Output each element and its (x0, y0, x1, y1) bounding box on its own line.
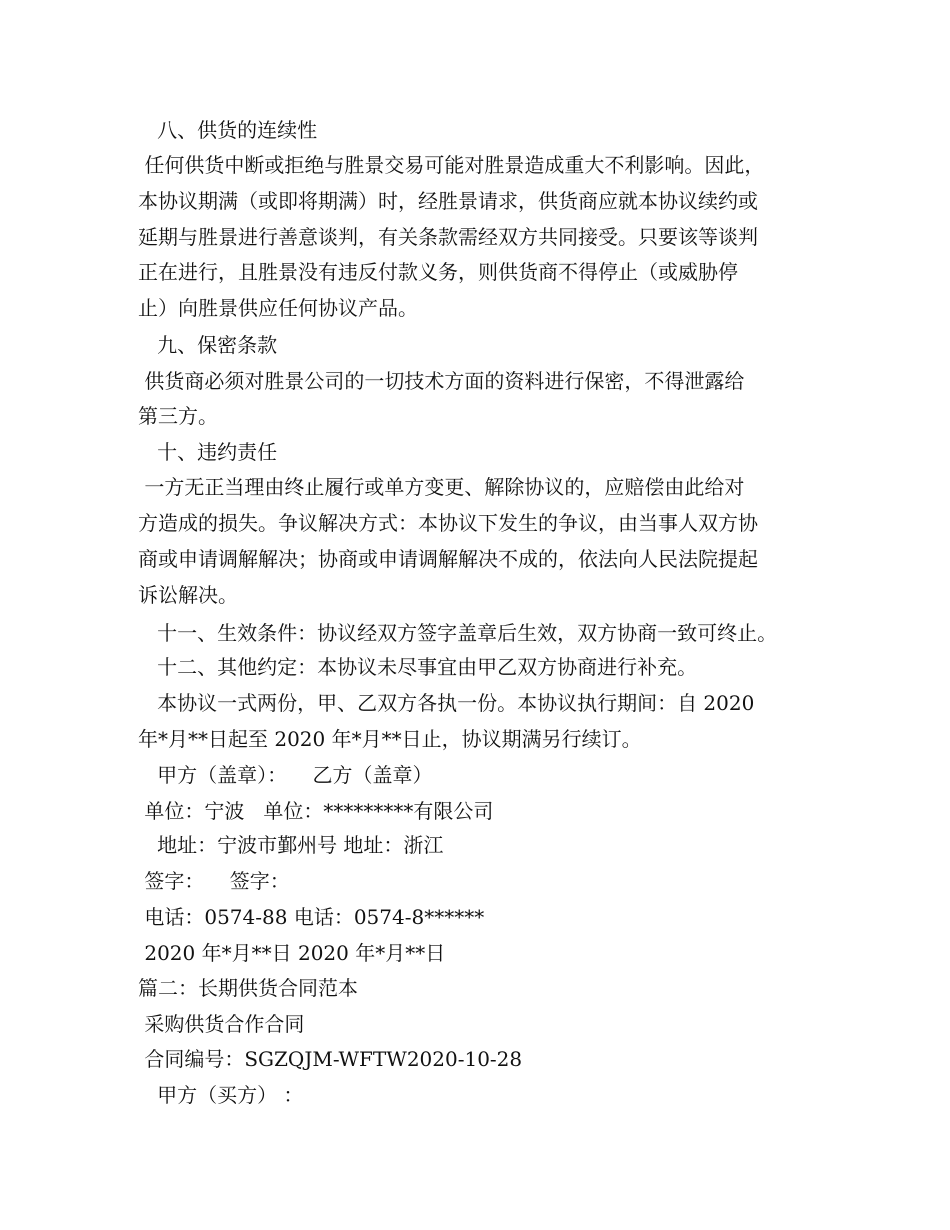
contract-title: 采购供货合作合同 (138, 1012, 305, 1036)
paragraph-line: 任何供货中断或拒绝与胜景交易可能对胜景造成重大不利影响。因此， (138, 153, 765, 177)
section-heading-10: 十、违约责任 (138, 440, 278, 464)
signature-sign-line: 签字： 签字： (138, 869, 290, 893)
part-two-heading: 篇二：长期供货合同范本 (138, 976, 358, 1000)
signature-unit-line: 单位：宁波 单位：*********有限公司 (138, 799, 494, 823)
paragraph-line: 诉讼解决。 (138, 583, 238, 607)
paragraph-line: 本协议一式两份，甲、乙双方各执一份。本协议执行期间：自 2020 (138, 691, 755, 715)
paragraph-line: 商或申请调解解决；协商或申请调解解决不成的，依法向人民法院提起 (138, 547, 758, 571)
section-line-12: 十二、其他约定：本协议未尽事宜由甲乙双方协商进行补充。 (138, 655, 698, 679)
section-heading-8: 八、供货的连续性 (138, 118, 318, 142)
paragraph-line: 正在进行，且胜景没有违反付款义务，则供货商不得停止（或威胁停 (138, 260, 738, 284)
signature-date-line: 2020 年*月**日 2020 年*月**日 (138, 941, 446, 965)
contract-number: 合同编号：SGZQJM-WFTW2020-10-28 (138, 1047, 523, 1071)
paragraph-line: 止）向胜景供应任何协议产品。 (138, 296, 418, 320)
section-heading-9: 九、保密条款 (138, 333, 278, 357)
paragraph-line: 一方无正当理由终止履行或单方变更、解除协议的，应赔偿由此给对 (138, 475, 745, 499)
signature-parties-line: 甲方（盖章）： 乙方（盖章） (138, 763, 433, 787)
paragraph-line: 供货商必须对胜景公司的一切技术方面的资料进行保密，不得泄露给 (138, 369, 745, 393)
signature-phone-line: 电话：0574-88 电话：0574-8****** (138, 905, 485, 929)
paragraph-line: 年*月**日起至 2020 年*月**日止，协议期满另行续订。 (138, 727, 642, 751)
paragraph-line: 本协议期满（或即将期满）时，经胜景请求，供货商应就本协议续约或 (138, 189, 758, 213)
paragraph-line: 方造成的损失。争议解决方式：本协议下发生的争议，由当事人双方协 (138, 511, 758, 535)
paragraph-line: 第三方。 (138, 404, 218, 428)
section-line-11: 十一、生效条件：协议经双方签字盖章后生效，双方协商一致可终止。 (138, 621, 778, 645)
paragraph-line: 延期与胜景进行善意谈判，有关条款需经双方共同接受。只要该等谈判 (138, 225, 758, 249)
party-a-buyer: 甲方（买方） ： (138, 1083, 304, 1107)
signature-address-line: 地址：宁波市鄞州号 地址：浙江 (138, 833, 444, 857)
